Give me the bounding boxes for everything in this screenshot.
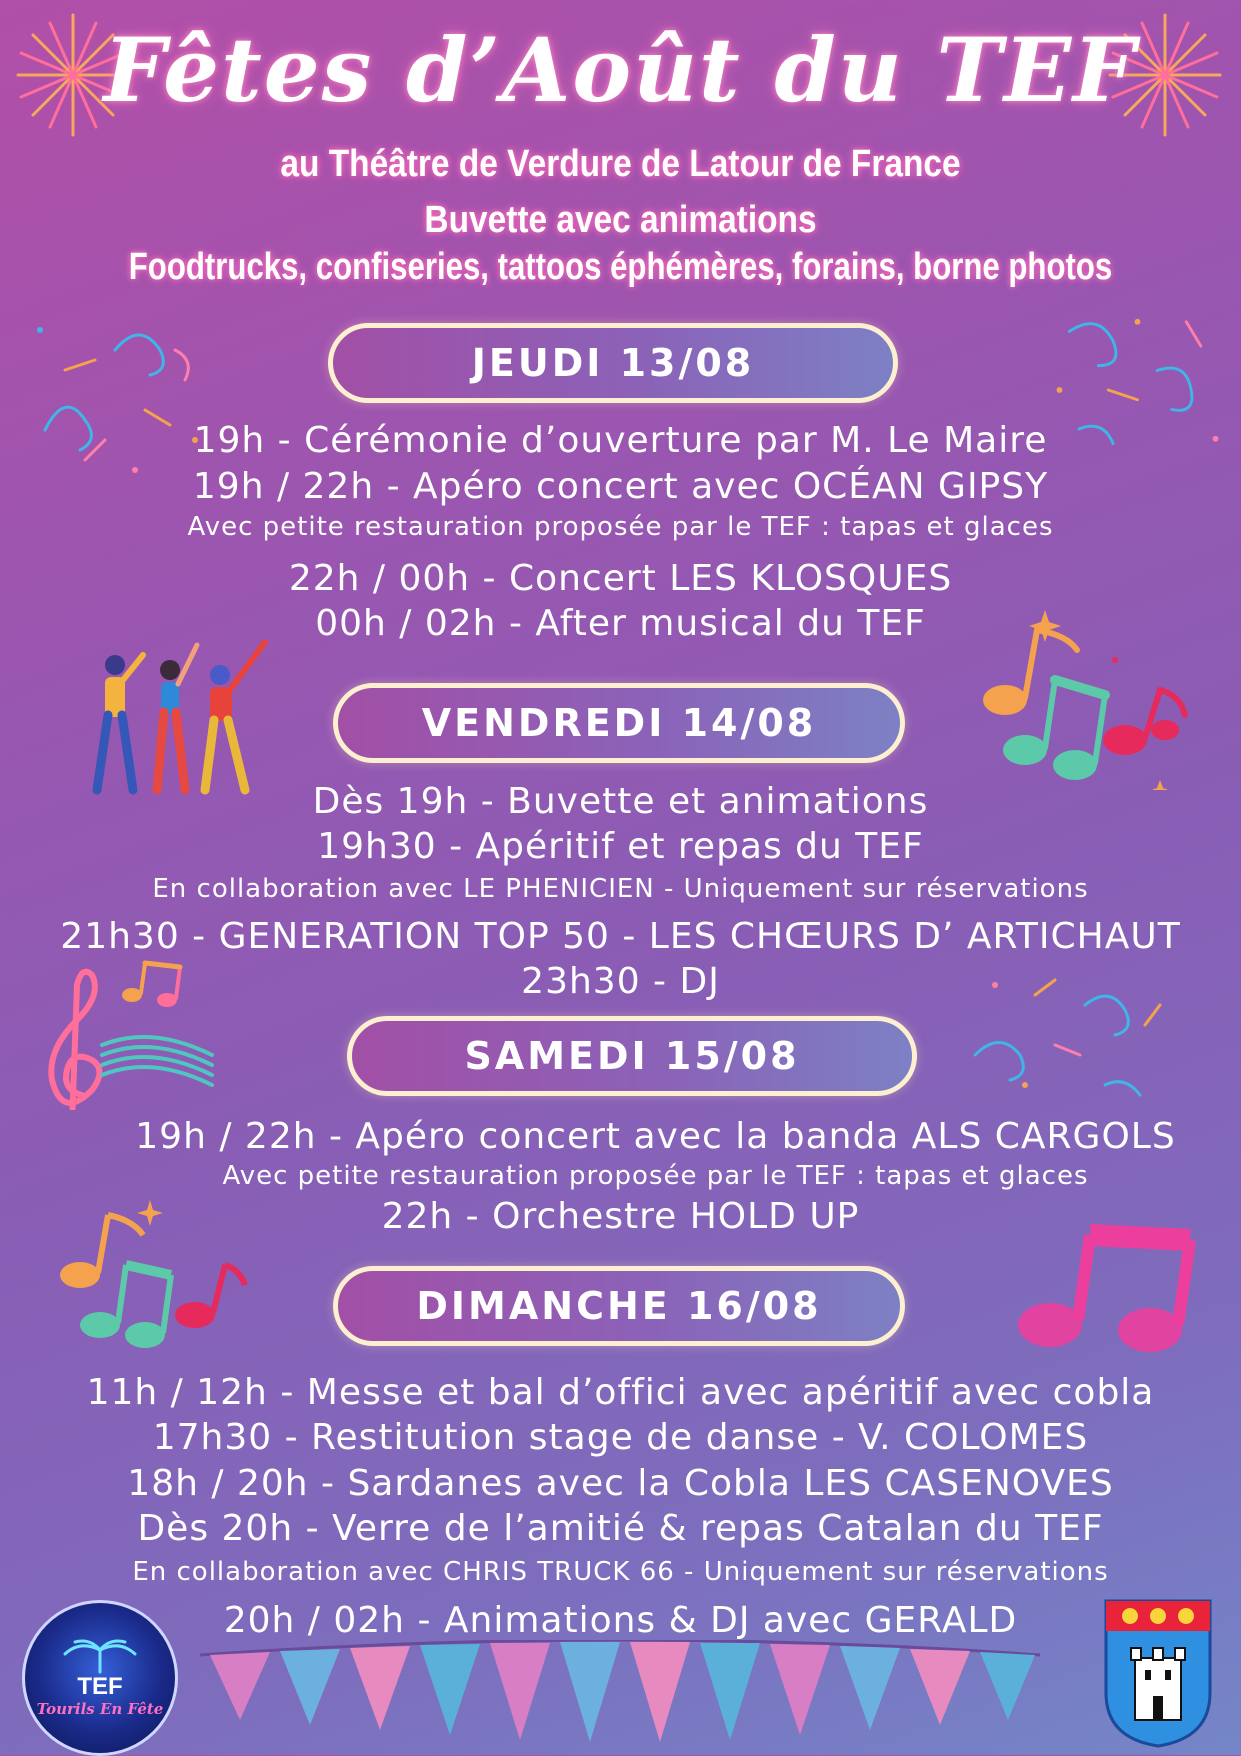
attractions-line: Foodtrucks, confiseries, tattoos éphémères, forains, borne photos [128, 246, 1113, 288]
schedule-line: 22h - Orchestre HOLD UP [381, 1196, 860, 1237]
day-header-samedi: SAMEDI 15/08 [347, 1016, 917, 1096]
day-header-vendredi: VENDREDI 14/08 [333, 683, 905, 763]
music-notes-icon [50, 1195, 250, 1355]
schedule-line: 19h / 22h - Apéro concert avec OCÉAN GIPSY [192, 466, 1049, 507]
treble-clef-icon [42, 955, 222, 1110]
tef-logo [22, 1600, 178, 1756]
music-notes-icon [1010, 1215, 1210, 1365]
logo-text: TEF [77, 1673, 123, 1700]
poster-title: Fêtes d’Août du TEF [103, 18, 1138, 122]
schedule-line: Dès 19h - Buvette et animations [312, 781, 929, 822]
schedule-line: 22h / 00h - Concert LES KLOSQUES [288, 558, 953, 599]
schedule-line: 19h / 22h - Apéro concert avec la banda ALS CARGOLS [135, 1116, 1176, 1157]
schedule-line: 00h / 02h - After musical du TEF [315, 603, 926, 644]
palm-icon [55, 1638, 145, 1674]
schedule-note: Avec petite restauration proposée par le TEF : tapas et glaces [222, 1161, 1089, 1191]
day-header-dimanche: DIMANCHE 16/08 [333, 1266, 905, 1346]
bunting-icon [200, 1640, 1040, 1755]
coat-of-arms-icon [1103, 1598, 1213, 1748]
schedule-line: 23h30 - DJ [521, 961, 720, 1002]
venue-line: au Théâtre de Verdure de Latour de France [280, 143, 961, 185]
schedule-line: 19h - Cérémonie d’ouverture par M. Le Maire [193, 420, 1048, 461]
schedule-note: En collaboration avec LE PHENICIEN - Uniquement sur réservations [152, 874, 1089, 904]
schedule-line: 18h / 20h - Sardanes avec la Cobla LES CASENOVES [127, 1463, 1114, 1504]
schedule-line: 17h30 - Restitution stage de danse - V. COLOMES [152, 1417, 1089, 1458]
schedule-line: 21h30 - GENERATION TOP 50 - LES CHŒURS D’ ARTICHAUT [60, 916, 1181, 957]
schedule-line: 20h / 02h - Animations & DJ avec GERALD [223, 1600, 1018, 1641]
music-notes-icon [975, 600, 1205, 790]
schedule-line: Dès 20h - Verre de l’amitié & repas Catalan du TEF [137, 1508, 1104, 1549]
schedule-note: Avec petite restauration proposée par le TEF : tapas et glaces [187, 512, 1054, 542]
day-header-jeudi: JEUDI 13/08 [328, 323, 898, 403]
schedule-note: En collaboration avec CHRIS TRUCK 66 - Uniquement sur réservations [132, 1557, 1109, 1587]
schedule-line: 11h / 12h - Messe et bal d’offici avec apéritif avec cobla [86, 1372, 1155, 1413]
logo-tagline: Tourils En Fête [36, 1700, 164, 1718]
confetti-icon [25, 310, 225, 490]
confetti-icon [965, 965, 1175, 1115]
buvette-line: Buvette avec animations [424, 199, 817, 241]
schedule-line: 19h30 - Apéritif et repas du TEF [317, 826, 924, 867]
